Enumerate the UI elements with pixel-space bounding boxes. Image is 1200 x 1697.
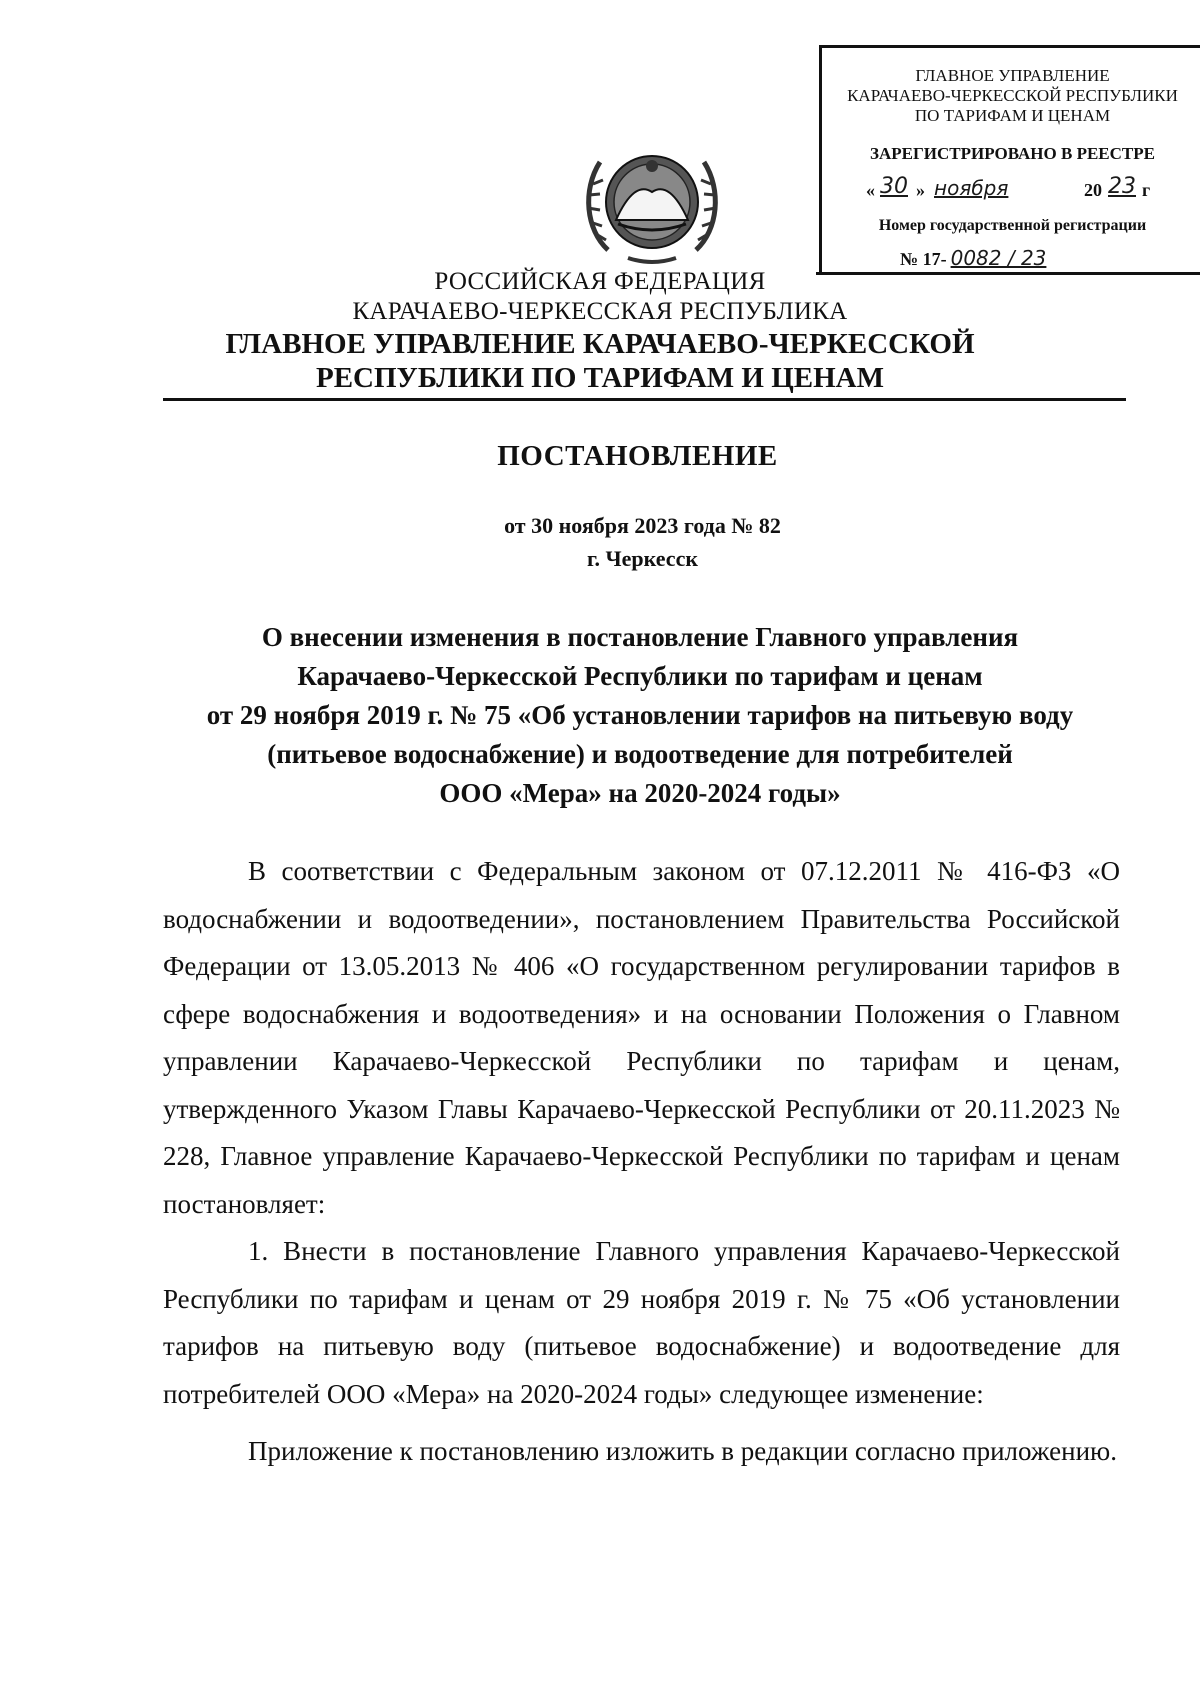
stamp-line-2: КАРАЧАЕВО-ЧЕРКЕССКОЙ РЕСПУБЛИКИ xyxy=(847,86,1178,105)
stamp-number xyxy=(900,246,1200,270)
document-type: ПОСТАНОВЛЕНИЕ xyxy=(497,440,778,472)
stamp-line-1: ГЛАВНОЕ УПРАВЛЕНИЕ xyxy=(915,66,1110,85)
stamp-reg-label: Номер государственной регистрации xyxy=(878,217,1147,234)
stamp-date-close-quote: » xyxy=(916,180,925,200)
document-body xyxy=(163,848,1120,1476)
stamp-date xyxy=(852,174,1182,208)
document-title xyxy=(160,618,1120,813)
coat-of-arms-icon xyxy=(578,140,726,270)
title-line: (питьевое водоснабжение) и водоотведение для потребителей xyxy=(267,739,1013,769)
header-org-line-1: ГЛАВНОЕ УПРАВЛЕНИЕ КАРАЧАЕВО-ЧЕРКЕССКОЙ xyxy=(225,328,975,360)
body-paragraph-1: В соответствии с Федеральным законом от 07.12.2011 № 416-ФЗ «О водоснабжении и водоотведении», постановлением Правительства Российской Федерации от 13.05.2013 № 406 «О государственном регулировании тарифов в сфере водоснабжения и водоотведения» и на основании Положения о Главном управлении Карачаево-Черкесской Республики по тарифам и ценам, утвержденного Указом Главы Карачаево-Черкесской Республики от 20.11.2023 № 228, Главное управление Карачаево-Черкесской Республики по тарифам и ценам постановляет: xyxy=(163,856,1120,1219)
stamp-year-unit: г xyxy=(1142,180,1151,200)
stamp-number-prefix: № 17- xyxy=(900,249,947,269)
header-divider xyxy=(163,398,1126,401)
document-city: г. Черкесск xyxy=(586,546,699,571)
stamp-line-3: ПО ТАРИФАМ И ЦЕНАМ xyxy=(914,106,1111,125)
header-org-line-2: РЕСПУБЛИКИ ПО ТАРИФАМ И ЦЕНАМ xyxy=(316,362,884,394)
stamp-date-day: 30 xyxy=(880,174,908,199)
header-republic: КАРАЧАЕВО-ЧЕРКЕССКАЯ РЕСПУБЛИКА xyxy=(352,298,848,325)
title-line: О внесении изменения в постановление Главного управления xyxy=(261,622,1019,652)
title-line: Карачаево-Черкесской Республики по тарифам и ценам xyxy=(297,661,983,691)
stamp-date-month: ноября xyxy=(934,176,1009,200)
body-paragraph-3: Приложение к постановлению изложить в редакции согласно приложению. xyxy=(248,1436,1117,1466)
stamp-registered: ЗАРЕГИСТРИРОВАНО В РЕЕСТРЕ xyxy=(870,144,1155,163)
stamp-year-prefix: 20 xyxy=(1084,180,1102,200)
header-country: РОССИЙСКАЯ ФЕДЕРАЦИЯ xyxy=(434,268,766,295)
title-line: от 29 ноября 2019 г. № 75 «Об установлении тарифов на питьевую воду xyxy=(206,700,1074,730)
body-paragraph-2: 1. Внести в постановление Главного управления Карачаево-Черкесской Республики по тарифам и ценам от 29 ноября 2019 г. № 75 «Об установлении тарифов на питьевую воду (питьевое водоснабжение) и водоотведение для потребителей ООО «Мера» на 2020-2024 годы» следующее изменение: xyxy=(163,1236,1120,1409)
stamp-year-suffix: 23 xyxy=(1108,174,1136,199)
title-line: ООО «Мера» на 2020-2024 годы» xyxy=(439,778,841,808)
stamp-date-open-quote: « xyxy=(866,180,875,200)
stamp-number-value: 0082 / 23 xyxy=(950,246,1047,270)
registration-stamp xyxy=(819,45,1200,275)
document-date-number: от 30 ноября 2023 года № 82 xyxy=(504,513,781,538)
